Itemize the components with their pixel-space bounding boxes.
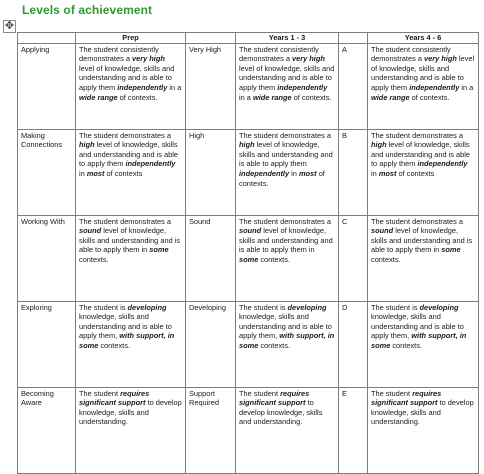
achievement-table [17,32,479,474]
grade-code-cell: E [339,387,368,473]
years46-descriptor-cell: The student is developing knowledge, skills and understanding and is able to apply them, with support, in some contexts. [368,301,479,387]
grade-code-cell: B [339,129,368,215]
table-row [18,129,479,215]
page-heading: Levels of achievement [22,3,153,17]
table-move-handle-icon[interactable]: ✥ [4,20,15,32]
years13-descriptor-cell: The student consistently demonstrates a very high level of knowledge, skills and understanding and is able to apply them independently in a wide range of contexts. [236,43,339,129]
years13-descriptor-cell: The student demonstrates a sound level of knowledge, skills and understanding and is able to apply them in some contexts. [236,215,339,301]
header-cell: Years 4 - 6 [368,33,479,44]
prep-descriptor-cell: The student demonstrates a sound level of knowledge, skills and understanding and is able to apply them in some contexts. [76,215,186,301]
level-name-cell: Working With [18,215,76,301]
table-row [18,43,479,129]
years13-level-cell: Very High [186,43,236,129]
grade-code-cell: C [339,215,368,301]
years13-level-cell: High [186,129,236,215]
header-cell [186,33,236,44]
level-name-cell: Applying [18,43,76,129]
years13-descriptor-cell: The student requires significant support to develop knowledge, skills and understanding. [236,387,339,473]
grade-code-cell: A [339,43,368,129]
header-cell [18,33,76,44]
table-row [18,387,479,473]
level-name-cell: Making Connections [18,129,76,215]
header-cell: Prep [76,33,186,44]
prep-descriptor-cell: The student consistently demonstrates a very high level of knowledge, skills and understanding and is able to apply them independently in a wide range of contexts. [76,43,186,129]
table-header-row [18,33,479,44]
years46-descriptor-cell: The student demonstrates a sound level of knowledge, skills and understanding and is able to apply them in some contexts. [368,215,479,301]
years13-level-cell: Developing [186,301,236,387]
years13-descriptor-cell: The student is developing knowledge, skills and understanding and is able to apply them, with support, in some contexts. [236,301,339,387]
table-row [18,215,479,301]
years46-descriptor-cell: The student requires significant support to develop knowledge, skills and understanding. [368,387,479,473]
years13-level-cell: Support Required [186,387,236,473]
prep-descriptor-cell: The student demonstrates a high level of knowledge, skills and understanding and is able to apply them independently in most of contexts [76,129,186,215]
years13-descriptor-cell: The student demonstrates a high level of knowledge, skills and understanding and is able to apply them independently in most of contexts. [236,129,339,215]
header-cell: Years 1 - 3 [236,33,339,44]
prep-descriptor-cell: The student requires significant support to develop knowledge, skills and understanding. [76,387,186,473]
header-cell [339,33,368,44]
years13-level-cell: Sound [186,215,236,301]
level-name-cell: Becoming Aware [18,387,76,473]
years46-descriptor-cell: The student consistently demonstrates a very high level of knowledge, skills and understanding and is able to apply them independently in a wide range of contexts. [368,43,479,129]
prep-descriptor-cell: The student is developing knowledge, skills and understanding and is able to apply them, with support, in some contexts. [76,301,186,387]
years46-descriptor-cell: The student demonstrates a high level of knowledge, skills and understanding and is able to apply them independently in most of contexts [368,129,479,215]
table-row [18,301,479,387]
level-name-cell: Exploring [18,301,76,387]
grade-code-cell: D [339,301,368,387]
